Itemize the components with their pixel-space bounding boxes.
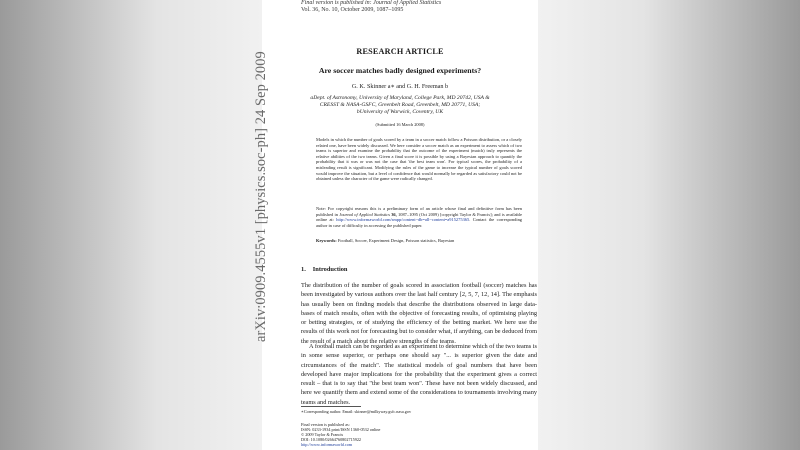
journal-header-line1: Final version is published in: Journal of Applied Statistics [301, 0, 442, 6]
affiliation-line: CRESST & NASA-GSFC, Greenbelt Road, Greenbelt, MD 20771, USA; [319, 102, 481, 109]
submitted-date: (Submitted 16 March 2008) [375, 122, 425, 127]
keywords-text: Football, Soccer, Experiment Design, Poisson statistics, Bayesian [336, 238, 455, 243]
keywords [316, 238, 522, 243]
paper-title: Are soccer matches badly designed experiments? [318, 66, 482, 75]
background-blur-right [538, 0, 800, 450]
section-title: Introduction [312, 266, 348, 273]
footer-line: © 2009 Taylor & Francis [301, 431, 344, 437]
authors: G. K. Skinner a∗ and G. H. Freeman b [351, 83, 449, 90]
affiliation-line: bUniversity of Warwick, Coventry, UK [356, 109, 444, 116]
copyright-note [316, 206, 522, 228]
footnote: ∗Corresponding author. Email: skinner@milkyway.gsfc.nasa.gov [301, 409, 412, 414]
footer-url-link[interactable]: http://www.informaworld.com [301, 441, 353, 447]
note-url-link[interactable]: http://www.informaworld.com/smpp/content~db=all~content=a915275365 [336, 217, 470, 223]
abstract: Models in which the number of goals scored by a team in a soccer match follow a Poisson distribution, or a closely related one, have been widely discussed. We here consider a soccer match as an experiment to assess which of two teams is superior and examine the probability that the outcome of the experiment (match) truly represents the relative abilities of the two teams. Given a final score it is possible by using a Bayesian approach to quantify the probability that it was or was not the case that 'the best team won'. For typical scores, the probability of a misleading result is significant. Modifying the rules of the game to increase the typical number of goals scored would improve the situation, but a level of confidence that would normally be regarded as satisfactory could not be obtained unless the character of the game were radically changed. [316, 137, 522, 182]
keywords-label: Keywords: [316, 238, 337, 243]
background-blur-left [0, 0, 262, 450]
note-volume: 36, [389, 211, 397, 217]
journal-header-line2: Vol. 36, No. 10, October 2009, 1087–1095 [301, 7, 404, 13]
note-rest: 1087–1095 (Oct 2009) [copyright Taylor & Francis]; and is available online at: [316, 211, 522, 223]
footer-line: Final version is published as: [301, 422, 350, 427]
paragraph: The distribution of the number of goals scored in association football (soccer) matches has been investigated by various authors over the last half century [2, 5, 7, 12, 14]. The emphasis has usually been on finding models that describe the distributions observed in large data-bases of match results, often with the objective of forecasting results, of optimising playing or betting strategies, or of studying the efficiency of the betting market. We here use the results of this work not for forecasting but to consider what, if anything, can be deduced from the result of a match about the relative strengths of the teams. [301, 282, 537, 345]
footer-line: DOI: 10.1080/02664760802715922 [301, 436, 362, 442]
arxiv-stamp: arXiv:0909.4555v1 [physics.soc-ph] 24 Sep 2009 [253, 51, 269, 342]
journal-header [301, 0, 521, 14]
footer-line: ISSN: 0233-1934 print/ISSN 1360-0532 online [301, 426, 381, 432]
publication-footer [301, 423, 380, 448]
note-prefix: Note: For copyright reasons this is a preliminary form of an article whose final and definitive form has been published in [316, 206, 522, 217]
section-number: 1. [301, 266, 306, 273]
affiliations [262, 95, 538, 117]
paragraph: A football match can be regarded as an experiment to determine which of the two teams is in some sense superior, or perhaps one should say "... is superior given the date and circumstances of the match". The statistical models of goal numbers that have been developed have major implications for the probability that the experiment gives a correct result – that is to say that "the best team won". These have not been widely discussed, and here we quantify them and extend some of the considerations to tournaments involving many teams and matches. [301, 343, 537, 406]
note-suffix: . Contact the corresponding author in case of difficulty in accessing the published paper. [316, 217, 523, 228]
article-type: RESEARCH ARTICLE [356, 47, 444, 56]
footnote-rule [301, 406, 361, 407]
note-journal: Journal of Applied Statistics [339, 211, 390, 217]
section-heading [301, 266, 347, 273]
affiliation-line: aDept. of Astronomy, University of Maryland, College Park, MD 20742, USA & [310, 95, 490, 101]
